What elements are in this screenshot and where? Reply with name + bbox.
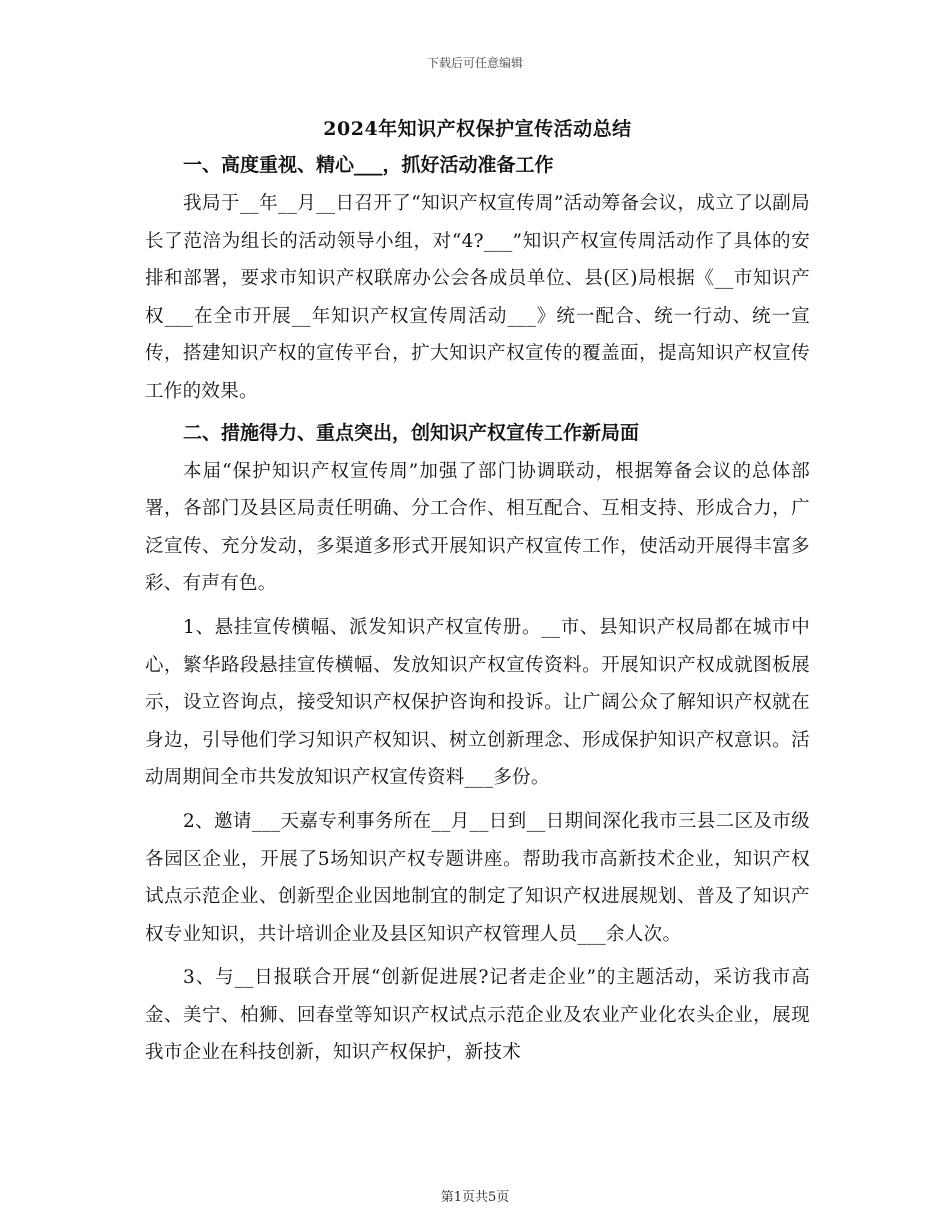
document-body [145, 115, 810, 1078]
section-2-heading: 二、措施得力、重点突出，创知识产权宣传工作新局面 [183, 421, 640, 444]
section-2-item-1: 1、悬挂宣传横幅、派发知识产权宣传册。__市、县知识产权局都在城市中心，繁华路段悬挂宣传横幅、发放知识产权宣传资料。开展知识产权成就图板展示，设立咨询点，接受知识产权保护咨询和投诉。让广阔公众了解知识产权就在身边，引导他们学习知识产权知识、树立创新理念、形成保护知识产权意识。活动周期间全市共发放知识产权宣传资料___多份。 [145, 616, 810, 789]
document-title: 2024年知识产权保护宣传活动总结 [323, 118, 632, 140]
header-note: 下载后可任意编辑 [426, 56, 523, 70]
section-2-item-3: 3、与__日报联合开展“创新促进展?记者走企业”的主题活动，采访我市高金、美宁、柏狮、回春堂等知识产权试点示范企业及农业产业化农头企业，展现我市企业在科技创新，知识产权保护，新技术 [145, 967, 810, 1064]
section-1-heading: 一、高度重视、精心___，抓好活动准备工作 [183, 154, 554, 176]
section-1-paragraph: 我局于__年__月__日召开了“知识产权宣传周”活动筹备会议，成立了以副局长了范涪为组长的活动领导小组，对“4?___”知识产权宣传周活动作了具体的安排和部署，要求市知识产权联席办公会各成员单位、县(区)局根据《__市知识产权___在全市开展__年知识产权宣传周活动___》统一配合、统一行动、统一宣传，搭建知识产权的宣传平台，扩大知识产权宣传的覆盖面，提高知识产权宣传工作的效果。 [145, 193, 810, 402]
page-footer: 第1页共5页 [440, 1190, 510, 1205]
section-2-intro: 本届“保护知识产权宣传周”加强了部门协调联动，根据筹备会议的总体部署，各部门及县区局责任明确、分工合作、相互配合、互相支持、形成合力，广泛宣传、充分发动，多渠道多形式开展知识产权宣传工作，使活动开展得丰富多彩、有声有色。 [145, 460, 810, 595]
section-2-item-2: 2、邀请___天嘉专利事务所在__月__日到__日期间深化我市三县二区及市级各园区企业，开展了5场知识产权专题讲座。帮助我市高新技术企业，知识产权试点示范企业、创新型企业因地制宜的制定了知识产权进展规划、普及了知识产权专业知识，共计培训企业及县区知识产权管理人员___余人次。 [145, 810, 810, 945]
